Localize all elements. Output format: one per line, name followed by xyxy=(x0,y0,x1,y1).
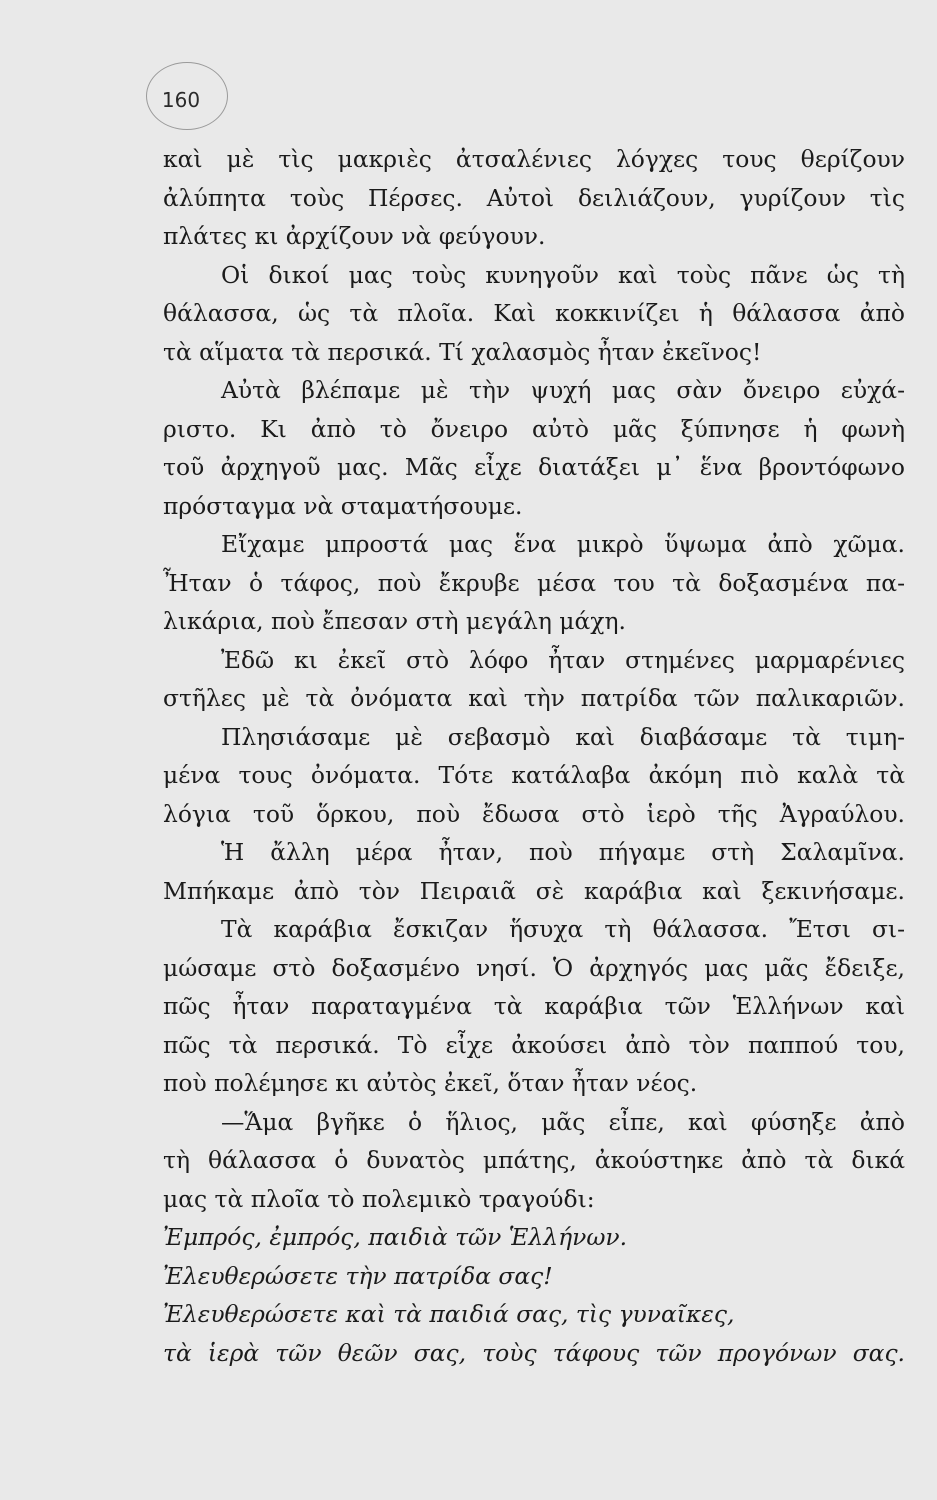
text-line: Ἐλευθερώσετε καὶ τὰ παιδιά σας, τὶς γυναῖκες, xyxy=(163,1300,735,1328)
text-line: ποὺ πολέμησε κι αὐτὸς ἐκεῖ, ὅταν ἦταν νέος. xyxy=(163,1069,698,1097)
text-line: Ἐλευθερώσετε τὴν πατρίδα σας! xyxy=(163,1261,553,1290)
text-line: Ἐμπρός, ἐμπρός, παιδιὰ τῶν Ἑλλήνων. xyxy=(163,1223,628,1251)
text-line: ἀλύπητα τοὺς Πέρσες. Αὐτοὶ δειλιάζουν, γυρίζουν τὶς xyxy=(163,183,905,212)
text-line: Πλησιάσαμε μὲ σεβασμὸ καὶ διαβάσαμε τὰ τιμη- xyxy=(221,722,905,751)
page-number xyxy=(146,62,228,130)
text-line: πρόσταγμα νὰ σταματήσουμε. xyxy=(163,491,523,520)
text-line: Αὐτὰ βλέπαμε μὲ τὴν ψυχή μας σὰν ὄνειρο εὐχά- xyxy=(221,376,905,404)
text-line: μας τὰ πλοῖα τὸ πολεμικὸ τραγούδι: xyxy=(163,1184,595,1213)
text-line: στῆλες μὲ τὰ ὀνόματα καὶ τὴν πατρίδα τῶν παλικαριῶν. xyxy=(163,684,905,712)
text-line: τὰ αἵματα τὰ περσικά. Τί χαλασμὸς ἦταν ἐκεῖνος! xyxy=(163,337,762,366)
page-number-text: 160 xyxy=(161,88,201,112)
text-line: ριστο. Κι ἀπὸ τὸ ὄνειρο αὐτὸ μᾶς ξύπνησε ἡ φωνὴ xyxy=(163,414,905,443)
body-text xyxy=(163,140,905,1372)
text-line: θάλασσα, ὡς τὰ πλοῖα. Καὶ κοκκινίζει ἡ θάλασσα ἀπὸ xyxy=(163,299,905,327)
text-line: λόγια τοῦ ὅρκου, ποὺ ἔδωσα στὸ ἱερὸ τῆς Ἀγραύλου. xyxy=(163,799,905,828)
text-line: πῶς τὰ περσικά. Τὸ εἶχε ἀκούσει ἀπὸ τὸν παππού του, xyxy=(163,1030,905,1059)
text-line: —Ἅμα βγῆκε ὁ ἥλιος, μᾶς εἶπε, καὶ φύσηξε ἀπὸ xyxy=(221,1107,905,1136)
text-line: τὰ ἱερὰ τῶν θεῶν σας, τοὺς τάφους τῶν προγόνων σας. xyxy=(163,1338,905,1367)
text-line: Οἱ δικοί μας τοὺς κυνηγοῦν καὶ τοὺς πᾶνε ὡς τὴ xyxy=(221,260,905,289)
text-line: πλάτες κι ἀρχίζουν νὰ φεύγουν. xyxy=(163,222,546,250)
text-line: Εἴχαμε μπροστά μας ἕνα μικρὸ ὕψωμα ἀπὸ χῶμα. xyxy=(221,530,905,558)
text-line: τοῦ ἀρχηγοῦ μας. Μᾶς εἶχε διατάξει μ᾿ ἕνα βροντόφωνο xyxy=(163,453,905,481)
text-line: Ἦταν ὁ τάφος, ποὺ ἔκρυβε μέσα του τὰ δοξασμένα πα- xyxy=(163,568,905,597)
text-line: Ἐδῶ κι ἐκεῖ στὸ λόφο ἦταν στημένες μαρμαρένιες xyxy=(221,645,905,674)
text-line: λικάρια, ποὺ ἔπεσαν στὴ μεγάλη μάχη. xyxy=(163,607,626,635)
text-line: Μπήκαμε ἀπὸ τὸν Πειραιᾶ σὲ καράβια καὶ ξεκινήσαμε. xyxy=(163,876,905,905)
text-line: Ἡ ἄλλη μέρα ἦταν, ποὺ πήγαμε στὴ Σαλαμῖνα. xyxy=(221,838,905,866)
text-line: τὴ θάλασσα ὁ δυνατὸς μπάτης, ἀκούστηκε ἀπὸ τὰ δικά xyxy=(163,1146,905,1174)
text-line: πῶς ἦταν παραταγμένα τὰ καράβια τῶν Ἑλλήνων καὶ xyxy=(163,992,905,1020)
text-line: Τὰ καράβια ἔσκιζαν ἥσυχα τὴ θάλασσα. Ἔτσι σι- xyxy=(221,915,905,943)
text-line: καὶ μὲ τὶς μακριὲς ἀτσαλένιες λόγχες τους θερίζουν xyxy=(163,145,905,173)
text-line: μώσαμε στὸ δοξασμένο νησί. Ὁ ἀρχηγός μας μᾶς ἔδειξε, xyxy=(163,953,905,982)
text-line: μένα τους ὀνόματα. Τότε κατάλαβα ἀκόμη πιὸ καλὰ τὰ xyxy=(163,761,905,789)
